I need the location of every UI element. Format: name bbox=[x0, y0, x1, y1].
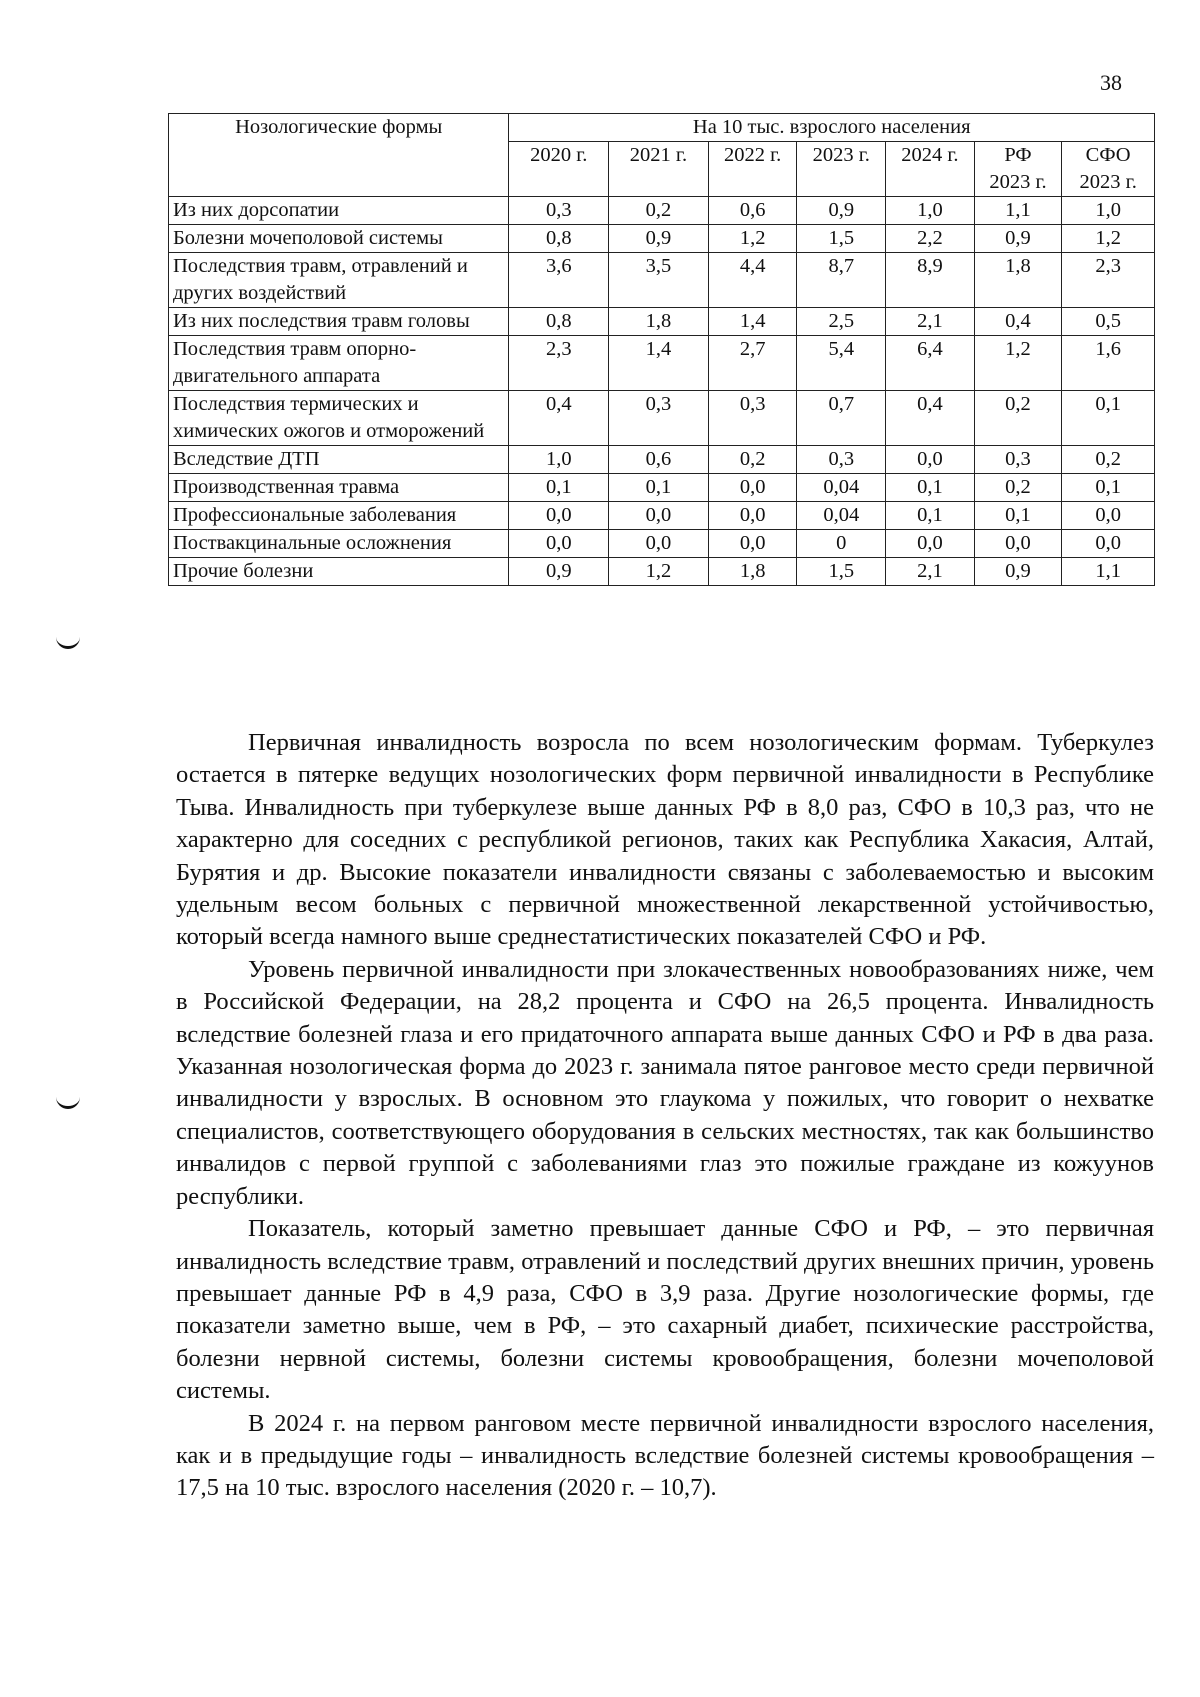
header-sfo-year: 2023 г. bbox=[1079, 171, 1137, 193]
row-value-cell: 0,0 bbox=[1062, 530, 1155, 558]
row-value-cell: 3,5 bbox=[609, 253, 709, 308]
row-value-cell: 0,2 bbox=[1062, 446, 1155, 474]
row-value-cell: 0,6 bbox=[708, 197, 797, 225]
row-value-cell: 1,0 bbox=[886, 197, 975, 225]
row-value-cell: 3,6 bbox=[509, 253, 609, 308]
table-row bbox=[169, 308, 1155, 336]
row-value-cell: 6,4 bbox=[886, 336, 975, 391]
row-value-cell: 1,2 bbox=[708, 225, 797, 253]
row-value-cell: 1,0 bbox=[1062, 197, 1155, 225]
row-value-cell: 0,0 bbox=[708, 474, 797, 502]
row-value-cell: 0,1 bbox=[1062, 391, 1155, 446]
row-value-cell: 4,4 bbox=[708, 253, 797, 308]
row-value-cell: 1,5 bbox=[797, 225, 886, 253]
table-row bbox=[169, 446, 1155, 474]
row-value-cell: 5,4 bbox=[797, 336, 886, 391]
header-year: 2023 г. bbox=[797, 142, 886, 197]
table-row bbox=[169, 253, 1155, 308]
table-row bbox=[169, 558, 1155, 586]
row-value-cell: 0,8 bbox=[509, 308, 609, 336]
paragraph: В 2024 г. на первом ранговом месте первичной инвалидности взрослого населения, как и в предыдущие годы – инвалидность вследствие болезней системы кровообращения – 17,5 на 10 тыс. взрослого населения (2020 г. – 10,7). bbox=[176, 1409, 1154, 1502]
row-value-cell: 8,9 bbox=[886, 253, 975, 308]
row-value-cell: 0,04 bbox=[797, 474, 886, 502]
row-nosology-name: Последствия травм опорно-двигательного аппарата bbox=[169, 336, 509, 391]
table-header-row bbox=[169, 114, 1155, 142]
row-value-cell: 1,1 bbox=[1062, 558, 1155, 586]
row-value-cell: 1,5 bbox=[797, 558, 886, 586]
row-value-cell: 2,3 bbox=[509, 336, 609, 391]
row-value-cell: 0,5 bbox=[1062, 308, 1155, 336]
row-value-cell: 0,0 bbox=[708, 530, 797, 558]
row-value-cell: 0,4 bbox=[886, 391, 975, 446]
paragraph: Уровень первичной инвалидности при злокачественных новообразованиях ниже, чем в Российской Федерации, на 28,2 процента и СФО на 26,5 процента. Инвалидность вследствие болезней глаза и его придаточного аппарата выше данных СФО и РФ в два раза. Указанная нозологическая форма до 2023 г. занимала пятое ранговое место среди первичной инвалидности у взрослых. В основном это глаукома у пожилых, что говорит о нехватке специалистов, соответствующего оборудования в сельских местностях, так как большинство инвалидов с первой группой с заболеваниями глаз это пожилые граждане из кожуунов республики. bbox=[176, 955, 1154, 1210]
row-value-cell: 0 bbox=[797, 530, 886, 558]
row-value-cell: 0,0 bbox=[886, 446, 975, 474]
row-value-cell: 0,2 bbox=[974, 474, 1062, 502]
row-value-cell: 1,1 bbox=[974, 197, 1062, 225]
table-body bbox=[169, 197, 1155, 586]
row-value-cell: 8,7 bbox=[797, 253, 886, 308]
row-nosology-name: Прочие болезни bbox=[169, 558, 509, 586]
margin-mark bbox=[56, 636, 80, 649]
row-nosology-name: Из них дорсопатии bbox=[169, 197, 509, 225]
row-value-cell: 0,3 bbox=[974, 446, 1062, 474]
row-value-cell: 0,9 bbox=[509, 558, 609, 586]
row-value-cell: 0,1 bbox=[1062, 474, 1155, 502]
row-value-cell: 0,1 bbox=[509, 474, 609, 502]
table-row bbox=[169, 530, 1155, 558]
row-value-cell: 1,4 bbox=[708, 308, 797, 336]
table-row bbox=[169, 474, 1155, 502]
row-value-cell: 1,4 bbox=[609, 336, 709, 391]
row-nosology-name: Болезни мочеполовой системы bbox=[169, 225, 509, 253]
row-value-cell: 2,2 bbox=[886, 225, 975, 253]
row-value-cell: 0,4 bbox=[509, 391, 609, 446]
row-value-cell: 1,2 bbox=[1062, 225, 1155, 253]
row-value-cell: 2,7 bbox=[708, 336, 797, 391]
row-value-cell: 0,9 bbox=[797, 197, 886, 225]
row-value-cell: 0,0 bbox=[509, 502, 609, 530]
row-value-cell: 0,9 bbox=[974, 558, 1062, 586]
header-year: 2021 г. bbox=[609, 142, 709, 197]
header-rf bbox=[974, 142, 1062, 197]
row-value-cell: 0,2 bbox=[609, 197, 709, 225]
header-rf-year: 2023 г. bbox=[989, 171, 1047, 193]
row-value-cell: 0,3 bbox=[609, 391, 709, 446]
page-number: 38 bbox=[1100, 70, 1122, 95]
row-value-cell: 1,8 bbox=[708, 558, 797, 586]
row-value-cell: 0,2 bbox=[974, 391, 1062, 446]
row-value-cell: 1,0 bbox=[509, 446, 609, 474]
row-nosology-name: Поствакцинальные осложнения bbox=[169, 530, 509, 558]
row-value-cell: 0,0 bbox=[886, 530, 975, 558]
row-value-cell: 0,0 bbox=[609, 530, 709, 558]
header-year: 2022 г. bbox=[708, 142, 797, 197]
table-row bbox=[169, 502, 1155, 530]
row-nosology-name: Последствия травм, отравлений и других воздействий bbox=[169, 253, 509, 308]
row-value-cell: 0,9 bbox=[609, 225, 709, 253]
row-value-cell: 0,1 bbox=[886, 502, 975, 530]
row-value-cell: 0,3 bbox=[708, 391, 797, 446]
row-value-cell: 2,5 bbox=[797, 308, 886, 336]
row-value-cell: 0,1 bbox=[609, 474, 709, 502]
row-value-cell: 1,8 bbox=[609, 308, 709, 336]
row-value-cell: 0,9 bbox=[974, 225, 1062, 253]
table-row bbox=[169, 197, 1155, 225]
row-value-cell: 0,1 bbox=[886, 474, 975, 502]
header-year: 2020 г. bbox=[509, 142, 609, 197]
row-value-cell: 1,6 bbox=[1062, 336, 1155, 391]
row-value-cell: 0,0 bbox=[974, 530, 1062, 558]
row-value-cell: 0,2 bbox=[708, 446, 797, 474]
row-value-cell: 0,0 bbox=[609, 502, 709, 530]
row-nosology-name: Производственная травма bbox=[169, 474, 509, 502]
row-value-cell: 0,0 bbox=[509, 530, 609, 558]
row-value-cell: 0,0 bbox=[708, 502, 797, 530]
row-nosology-name: Последствия термических и химических ожогов и отморожений bbox=[169, 391, 509, 446]
table-row bbox=[169, 336, 1155, 391]
row-value-cell: 0,6 bbox=[609, 446, 709, 474]
row-value-cell: 1,2 bbox=[609, 558, 709, 586]
row-value-cell: 2,3 bbox=[1062, 253, 1155, 308]
header-year: 2024 г. bbox=[886, 142, 975, 197]
row-value-cell: 0,7 bbox=[797, 391, 886, 446]
row-value-cell: 0,8 bbox=[509, 225, 609, 253]
header-sfo-label: СФО bbox=[1085, 144, 1131, 166]
body-text bbox=[176, 727, 1154, 1505]
row-value-cell: 0,1 bbox=[974, 502, 1062, 530]
table-row bbox=[169, 225, 1155, 253]
row-value-cell: 2,1 bbox=[886, 558, 975, 586]
row-value-cell: 0,3 bbox=[509, 197, 609, 225]
header-sfo bbox=[1062, 142, 1155, 197]
row-value-cell: 0,0 bbox=[1062, 502, 1155, 530]
row-nosology-name: Профессиональные заболевания bbox=[169, 502, 509, 530]
header-nosology-forms: Нозологические формы bbox=[169, 114, 509, 197]
table-row bbox=[169, 391, 1155, 446]
header-per-10k: На 10 тыс. взрослого населения bbox=[509, 114, 1155, 142]
row-value-cell: 0,04 bbox=[797, 502, 886, 530]
row-value-cell: 1,2 bbox=[974, 336, 1062, 391]
row-value-cell: 1,8 bbox=[974, 253, 1062, 308]
nosology-table-wrap bbox=[168, 113, 1155, 586]
row-value-cell: 0,3 bbox=[797, 446, 886, 474]
row-nosology-name: Из них последствия травм головы bbox=[169, 308, 509, 336]
paragraph: Первичная инвалидность возросла по всем нозологическим формам. Туберкулез остается в пятерке ведущих нозологических форм первичной инвалидности в Республике Тыва. Инвалидность при туберкулезе выше данных РФ в 8,0 раз, СФО в 10,3 раз, что не характерно для соседних с республикой регионов, таких как Республика Хакасия, Алтай, Бурятия и др. Высокие показатели инвалидности связаны с заболеваемостью и высоким удельным весом больных с первичной множественной лекарственной устойчивостью, который всегда намного выше среднестатистических показателей СФО и РФ. bbox=[176, 729, 1154, 951]
row-value-cell: 2,1 bbox=[886, 308, 975, 336]
header-rf-label: РФ bbox=[1004, 144, 1032, 166]
paragraph: Показатель, который заметно превышает данные СФО и РФ, – это первичная инвалидность вследствие травм, отравлений и последствий других внешних причин, уровень превышает данные РФ в 4,9 раза, СФО в 3,9 раза. Другие нозологические формы, где показатели заметно выше, чем в РФ, – это сахарный диабет, психические расстройства, болезни нервной системы, болезни системы кровообращения, болезни мочеполовой системы. bbox=[176, 1215, 1154, 1405]
row-nosology-name: Вследствие ДТП bbox=[169, 446, 509, 474]
nosology-table bbox=[168, 113, 1155, 586]
row-value-cell: 0,4 bbox=[974, 308, 1062, 336]
margin-mark bbox=[56, 1096, 80, 1109]
